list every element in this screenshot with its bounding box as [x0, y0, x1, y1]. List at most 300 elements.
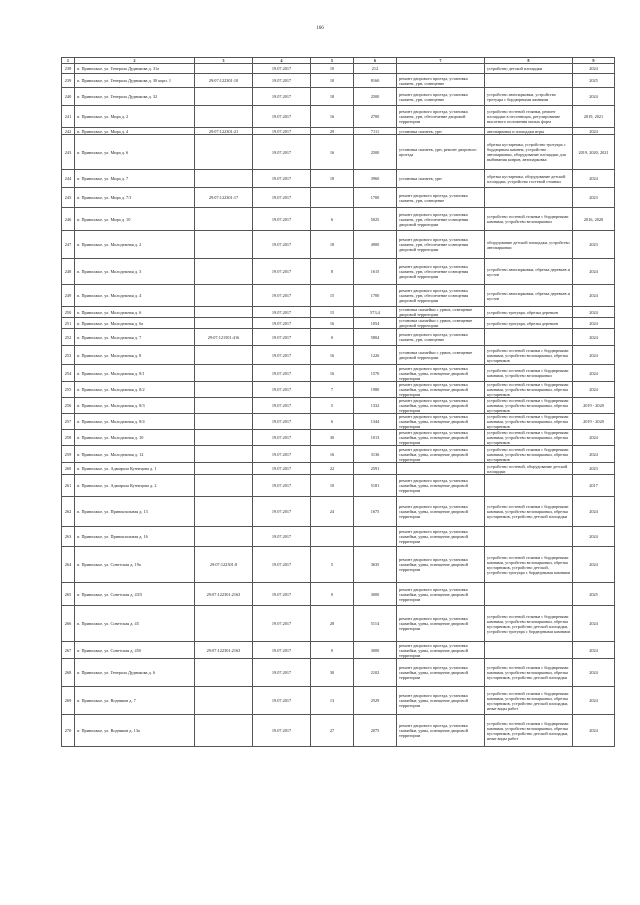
table-cell-c6: 4900 [354, 231, 397, 259]
table-cell-date: 19.07.2017 [253, 382, 311, 398]
table-row [62, 329, 615, 346]
table-cell-c9: 2024 [573, 346, 615, 365]
table-cell-addr: п. Приволжье, ул. Мира д. 7/1 [75, 188, 195, 208]
table-cell-c8: устройство гостевой, оборудование детской площадки [485, 463, 573, 475]
table-cell-cad [195, 170, 253, 188]
table-cell-date: 19.07.2017 [253, 64, 311, 74]
table-cell-c8: устройство гостевой стоянки с бордюрными камнями, устройство велопарковки, обрезка кустарников [485, 414, 573, 430]
table-cell-c7: ремонт дворового проезда, установка скамейки, урны, освещение дворовой территории [397, 583, 485, 606]
table-cell-c6: 1675 [354, 497, 397, 527]
table-row [62, 318, 615, 329]
table-cell-date: 19.07.2017 [253, 547, 311, 583]
table-cell-addr: п. Приволжье, ул. Привокзальная д. 13 [75, 497, 195, 527]
table-cell-c7: установка скамеек, урн [397, 170, 485, 188]
table-cell-c8 [485, 188, 573, 208]
table-cell-n: 259 [62, 446, 75, 463]
table-cell-c6: 1226 [354, 346, 397, 365]
table-row [62, 208, 615, 231]
table-cell-cad [195, 715, 253, 747]
table-cell-addr: п. Приволжье, ул. Молодежная д. 6 [75, 307, 195, 318]
table-cell-date: 19.07.2017 [253, 642, 311, 659]
table-row [62, 382, 615, 398]
table-cell-date: 19.07.2017 [253, 106, 311, 128]
table-cell-c8: устройство гостевой стоянки, ремонт площадки в песочницах, регулирование высотного положения малых форм [485, 106, 573, 128]
table-cell-c9: 2024 [573, 527, 615, 547]
table-cell-date: 19.07.2017 [253, 497, 311, 527]
table-cell-c8: устройство автопарковки, обрезка деревьев и кустов [485, 285, 573, 307]
table-row [62, 365, 615, 382]
table-cell-c8: обрезка кустарника, устройство тротуара с бордюрным камнем, устройство автопарковки, оборудование площадки для выбивания ковров, автопарковка [485, 135, 573, 170]
table-cell-c7: ремонт дворового проезда, установка скамейки, урны, освещение дворовой территории [397, 547, 485, 583]
table-cell-c6: 2529 [354, 687, 397, 715]
table-cell-c8: устройство гостевой стоянки с бордюрными камнями, устройство велопарковки, обрезка кустарников, устройство детской площадки, иные виды работ [485, 715, 573, 747]
table-cell-cad [195, 687, 253, 715]
table-cell-c9: 2019, 2020, 2021 [573, 135, 615, 170]
table-cell-c7: ремонт дворового проезда, установка скамейки, урны, освещение дворовой территории [397, 606, 485, 642]
table-cell-c8: устройство автопарковки, устройство тротуара с бордюрными камнями [485, 88, 573, 106]
table-cell-addr: п. Приволжье, ул. Адмирала Кузнецова д. 1 [75, 463, 195, 475]
table-cell-c7: ремонт дворового проезда, установка скамейки, урны, освещение дворовой территории [397, 430, 485, 446]
table-cell-c8: устройство гостевой стоянки с бордюрными камнями, устройство велопарковки, обрезка кустарников [485, 398, 573, 414]
table-cell-c7: ремонт дворового проезда, установка скамейки, урны, освещение дворовой территории [397, 659, 485, 687]
table-cell-c6: 3635 [354, 547, 397, 583]
table-cell-c5: 10 [311, 475, 354, 497]
table-cell-c8: устройство гостевой стоянки с бордюрными камнями, устройство велопарковки, обрезка кустарников [485, 382, 573, 398]
table-cell-c8: устройство гостевой стоянки с бордюрными камнями, устройство велопарковки, обрезка кустарников [485, 446, 573, 463]
table-cell-n: 239 [62, 74, 75, 88]
table-cell-c6: 2500 [354, 88, 397, 106]
table-cell-n: 238 [62, 64, 75, 74]
table-cell-c6: 2075 [354, 715, 397, 747]
table-cell-addr: п. Приволжье, ул. Советская д. 19а [75, 547, 195, 583]
table-cell-c9: 2024 [573, 259, 615, 285]
table-cell-c8: устройство гостевой стоянки с бордюрными камнями, устройство велопарковки, обрезка кустарников [485, 346, 573, 365]
column-header: 4 [253, 58, 311, 64]
table-cell-c5: 15 [311, 285, 354, 307]
table-cell-cad [195, 208, 253, 231]
table-cell-c7: ремонт дворового проезда, установка скамейки, урны, освещение дворовой территории [397, 398, 485, 414]
table-row [62, 231, 615, 259]
table-cell-n: 261 [62, 475, 75, 497]
table-cell-addr: п. Приволжье, ул. Генерала Дудникова д. 6 [75, 659, 195, 687]
table-cell-c7: ремонт дворового проезда, установка скамеек, урн, обеспечение освещения дворовой территории [397, 259, 485, 285]
table-cell-c7: ремонт дворового проезда, установка скамейки, урны, освещение дворовой территории [397, 382, 485, 398]
table-cell-c5 [311, 188, 354, 208]
table-cell-addr: п. Приволжье, ул. Молодежная д. 3 [75, 259, 195, 285]
table-cell-n: 262 [62, 497, 75, 527]
table-cell-c6: 1054 [354, 318, 397, 329]
table-cell-c7 [397, 64, 485, 74]
table-cell-n: 240 [62, 88, 75, 106]
table-cell-cad [195, 64, 253, 74]
table-cell-c7: установка скамейки с урнов, освещение дворовой территории [397, 318, 485, 329]
table-cell-c6: 5181 [354, 475, 397, 497]
table-cell-n: 242 [62, 128, 75, 135]
table-row [62, 398, 615, 414]
table-cell-c7: ремонт дворового проезда, установка скамеек, урн, освещение [397, 74, 485, 88]
table-cell-c5: 22 [311, 463, 354, 475]
table-cell-c9: 2024 [573, 88, 615, 106]
table-cell-c5: 8 [311, 259, 354, 285]
table-cell-c8: оборудование детской площадки, устройство автопарковки [485, 231, 573, 259]
column-header: 7 [397, 58, 485, 64]
table-cell-date: 19.07.2017 [253, 88, 311, 106]
table-cell-c5: 13 [311, 687, 354, 715]
table-cell-c7: ремонт дворового проезда, установка скамейки, урны, освещение дворовой территории [397, 642, 485, 659]
column-header: 2 [75, 58, 195, 64]
table-cell-c8: автопарковка и площадки игры [485, 128, 573, 135]
table-cell-cad: 29:07:122301:21 [195, 128, 253, 135]
table-cell-c6: 1344 [354, 414, 397, 430]
table-cell-cad [195, 307, 253, 318]
table-cell-c9: 2019 - 2020 [573, 414, 615, 430]
table-row [62, 307, 615, 318]
table-cell-cad: 29:07:122301:2163 [195, 583, 253, 606]
table-cell-cad [195, 231, 253, 259]
table-cell-c5: 10 [311, 74, 354, 88]
table-cell-c5: 16 [311, 135, 354, 170]
table-cell-addr: п. Приволжье, ул. Молодежная д. 8/2 [75, 382, 195, 398]
table-cell-addr: п. Приволжье, ул. Генерала Дудникова д. 32 [75, 88, 195, 106]
table-cell-c9: 2019 - 2020 [573, 398, 615, 414]
table-cell-c9: 2024 [573, 547, 615, 583]
table-cell-date: 19.07.2017 [253, 329, 311, 346]
table-cell-c5: 29 [311, 128, 354, 135]
table-body [62, 64, 615, 747]
table-cell-c6: 5114 [354, 606, 397, 642]
table-cell-c6: 2102 [354, 659, 397, 687]
table-cell-c7: ремонт дворового проезда, установка скамейки, урны, освещение дворовой территории [397, 527, 485, 547]
table-cell-n: 241 [62, 106, 75, 128]
table-cell-date: 19.07.2017 [253, 606, 311, 642]
table-cell-cad [195, 106, 253, 128]
table-row [62, 687, 615, 715]
table-cell-n: 253 [62, 346, 75, 365]
table-cell-c6: 1980 [354, 382, 397, 398]
table-cell-cad [195, 497, 253, 527]
table-cell-c6: 573,4 [354, 307, 397, 318]
table-cell-c6: 3136 [354, 446, 397, 463]
table-cell-c9: 2024 [573, 128, 615, 135]
table-cell-c8: устройство детской площадки [485, 64, 573, 74]
table-cell-n: 258 [62, 430, 75, 446]
table-cell-n: 250 [62, 307, 75, 318]
table-cell-c6: 1332 [354, 398, 397, 414]
table-cell-c8: устройство гостевой стоянки с бордюрными камнями, устройство велопарковки, обрезка кустарников, устройство детской площадки [485, 497, 573, 527]
table-cell-date: 19.07.2017 [253, 170, 311, 188]
table-cell-c5: 0 [311, 642, 354, 659]
table-cell-c8: устройство гостевой стоянки с бордюрными камнями, устройство велопарковки [485, 365, 573, 382]
table-row [62, 583, 615, 606]
table-cell-c8: обрезка кустарника, оборудование детской площадки, устройство гостевой стоянки [485, 170, 573, 188]
table-row [62, 430, 615, 446]
table-row [62, 715, 615, 747]
table-cell-date: 19.07.2017 [253, 74, 311, 88]
table-row [62, 128, 615, 135]
table-cell-date: 19.07.2017 [253, 346, 311, 365]
table-cell-c5: 18 [311, 170, 354, 188]
table-cell-c5: 15 [311, 307, 354, 318]
table-cell-c8: устройство гостевой стоянки с бордюрными камнями, устройство велопарковки, обрезка кустарников, устройство детской площадки, устройство тротуара с бордюрными камнями [485, 606, 573, 642]
table-cell-n: 245 [62, 188, 75, 208]
table-row [62, 259, 615, 285]
table-cell-c9: 2024 [573, 497, 615, 527]
table-cell-date: 19.07.2017 [253, 527, 311, 547]
table-cell-c8 [485, 475, 573, 497]
table-cell-c5: 30 [311, 430, 354, 446]
table-cell-addr: п. Приволжье, ул. Водников д. 13а [75, 715, 195, 747]
table-cell-addr: п. Приволжье, ул. Молодежная д. 8/1 [75, 365, 195, 382]
table-cell-cad: 29:07:122301:8 [195, 547, 253, 583]
table-cell-cad [195, 382, 253, 398]
table-cell-addr: п. Приволжье, ул. Советская д. 45 [75, 606, 195, 642]
table-cell-c9: 2024 [573, 659, 615, 687]
table-cell-c7: ремонт дворового проезда, установка скамеек, урн, обеспечение освещения дворовой территории [397, 285, 485, 307]
table-cell-c6: 3000 [354, 583, 397, 606]
table-cell-c9: 2025 [573, 583, 615, 606]
table-cell-c8: устройство гостевой стоянки с бордюрными камнями, устройство велопарковки, обрезка кустарников, устройство детской, устройство тротуара с бордюрными камнями [485, 547, 573, 583]
table-cell-c9: 2024 [573, 285, 615, 307]
table-cell-c8: устройство гостевой стоянки с бордюрными камнями, устройство велопарковки [485, 208, 573, 231]
table-cell-cad [195, 346, 253, 365]
table-cell-n: 248 [62, 259, 75, 285]
column-header: 3 [195, 58, 253, 64]
table-cell-c9: 2024 [573, 687, 615, 715]
table-cell-cad [195, 365, 253, 382]
table-cell-c9: 2024 [573, 329, 615, 346]
table-cell-cad [195, 135, 253, 170]
table-cell-date: 19.07.2017 [253, 307, 311, 318]
table-cell-c6: 7111 [354, 128, 397, 135]
table-cell-cad: 29:07:122301:2163 [195, 642, 253, 659]
table-cell-c7: ремонт дворового проезда, установка скамеек, урн, обеспечение дворовой территории [397, 106, 485, 128]
table-cell-n: 269 [62, 687, 75, 715]
table-row [62, 414, 615, 430]
table-cell-cad [195, 318, 253, 329]
table-cell-cad [195, 463, 253, 475]
table-cell-c8: устройство гостевой стоянки с бордюрными камнями, устройство велопарковки, обрезка кустарников, устройство детской площадки, иные виды работ [485, 687, 573, 715]
table-row [62, 74, 615, 88]
table-cell-n: 256 [62, 398, 75, 414]
table-cell-c7: установка скамейки с урнов, освещение дворовой территории [397, 346, 485, 365]
table-row [62, 497, 615, 527]
table-cell-c5: 16 [311, 446, 354, 463]
table-cell-c5: 18 [311, 88, 354, 106]
table-cell-c9: 2023 [573, 231, 615, 259]
table-cell-c6 [354, 527, 397, 547]
table-cell-c7: ремонт дворового проезда, установка скамейки, урны, освещение дворовой территории [397, 687, 485, 715]
table-cell-c8: устройство тротуара, обрезка деревьев [485, 318, 573, 329]
table-cell-date: 19.07.2017 [253, 398, 311, 414]
column-header: 6 [354, 58, 397, 64]
table-cell-c5: 27 [311, 715, 354, 747]
table-cell-c5: 24 [311, 497, 354, 527]
table-cell-n: 251 [62, 318, 75, 329]
table-cell-addr: п. Приволжье, ул. Советская д. 45б [75, 642, 195, 659]
table-cell-c5: 30 [311, 659, 354, 687]
table-cell-n: 265 [62, 583, 75, 606]
table-cell-c6: 2500 [354, 135, 397, 170]
table-cell-c5: 16 [311, 106, 354, 128]
table-cell-c5: 7 [311, 382, 354, 398]
table-cell-c5: 18 [311, 231, 354, 259]
table-cell-c6: 1615 [354, 259, 397, 285]
table-cell-c6: 2591 [354, 463, 397, 475]
table-cell-c6: 5025 [354, 208, 397, 231]
table-cell-c8 [485, 527, 573, 547]
table-cell-n: 244 [62, 170, 75, 188]
table-cell-c5: 6 [311, 414, 354, 430]
table-cell-c6: 2700 [354, 106, 397, 128]
table-cell-addr: п. Приволжье, ул. Мира д. 2 [75, 106, 195, 128]
table-cell-cad: 29:07:122301:17 [195, 188, 253, 208]
table-row [62, 285, 615, 307]
table-cell-date: 19.07.2017 [253, 318, 311, 329]
table-row [62, 463, 615, 475]
table-cell-addr: п. Приволжье, ул. Молодежная д. 8 [75, 346, 195, 365]
table-cell-c7: ремонт дворового проезда, установка скамеек, урн, освещение [397, 88, 485, 106]
table-cell-c9: 2024 [573, 365, 615, 382]
table-cell-c7: ремонт дворового проезда, установка скамейки, урны, освещение дворовой территории [397, 446, 485, 463]
table-cell-c9: 2024 [573, 715, 615, 747]
table-cell-cad [195, 659, 253, 687]
table-cell-addr: п. Приволжье, ул. Молодежная д. 10 [75, 430, 195, 446]
table-cell-addr: п. Приволжье, ул. Мира д. 4 [75, 128, 195, 135]
table-cell-c7: ремонт дворового проезда, установка скамейки, урны, освещение дворовой территории [397, 414, 485, 430]
column-header: 8 [485, 58, 573, 64]
table-cell-date: 19.07.2017 [253, 414, 311, 430]
table-cell-n: 247 [62, 231, 75, 259]
table-cell-cad: 29:07:121501:416 [195, 329, 253, 346]
table-cell-c9: 2019, 2021 [573, 106, 615, 128]
table-row [62, 659, 615, 687]
table-cell-c9: 2024 [573, 606, 615, 642]
table-cell-addr: п. Приволжье, ул. Молодежная д. 6а [75, 318, 195, 329]
table-cell-date: 19.07.2017 [253, 687, 311, 715]
table-cell-n: 260 [62, 463, 75, 475]
table-cell-c9: 2017 [573, 475, 615, 497]
table-cell-c6: 1700 [354, 285, 397, 307]
table-cell-c8: устройство гостевой стоянки с бордюрными камнями, устройство велопарковки, обрезка кустарников [485, 430, 573, 446]
table-cell-c9: 2023 [573, 188, 615, 208]
table-cell-c9: 2024 [573, 307, 615, 318]
table-cell-c8: устройство гостевой стоянки с бордюрными камнями, устройство велопарковки, обрезка кустарников, устройство детской площадки [485, 659, 573, 687]
table-cell-n: 266 [62, 606, 75, 642]
table-cell-n: 268 [62, 659, 75, 687]
table-cell-c7: ремонт дворового проезда, установка скамейки, урны, освещение дворовой территории [397, 715, 485, 747]
table-cell-c6: 5804 [354, 329, 397, 346]
table-cell-c7: ремонт дворового проезда, установка скамейки, урны, освещение дворовой территории [397, 365, 485, 382]
table-cell-addr: п. Приволжье, ул. Генерала Дудникова д. 30 корп. 1 [75, 74, 195, 88]
table-cell-cad [195, 446, 253, 463]
table-cell-date: 19.07.2017 [253, 715, 311, 747]
table-cell-cad [195, 285, 253, 307]
table-cell-c7: ремонт дворового проезда, установка скамеек, урн, освещение [397, 188, 485, 208]
table-row [62, 64, 615, 74]
table-cell-date: 19.07.2017 [253, 659, 311, 687]
table-cell-c7 [397, 463, 485, 475]
table-cell-c6: 8160 [354, 74, 397, 88]
table-cell-date: 19.07.2017 [253, 285, 311, 307]
table-cell-date: 19.07.2017 [253, 231, 311, 259]
table-cell-addr: п. Приволжье, ул. Молодежная д. 2 [75, 231, 195, 259]
table-cell-addr: п. Приволжье, ул. Генерала Дудникова д. 31а [75, 64, 195, 74]
table-cell-cad [195, 606, 253, 642]
table-row [62, 606, 615, 642]
table-cell-c7: ремонт дворового проезда, установка скамеек, урн, обеспечение освещения дворовой территории [397, 208, 485, 231]
table-cell-c9: 2016, 2020 [573, 208, 615, 231]
table-cell-addr: п. Приволжье, ул. Молодежная д. 12 [75, 446, 195, 463]
table-cell-c8 [485, 329, 573, 346]
table-cell-date: 19.07.2017 [253, 259, 311, 285]
table-cell-c9: 2024 [573, 446, 615, 463]
table-row [62, 135, 615, 170]
table-cell-c9: 2024 [573, 170, 615, 188]
table-cell-addr: п. Приволжье, ул. Привокзальная д. 16 [75, 527, 195, 547]
table-cell-addr: п. Приволжье, ул. Советская д. 43/5 [75, 583, 195, 606]
table-cell-addr: п. Приволжье, ул. Мира д. 6 [75, 135, 195, 170]
table-cell-c5: 5 [311, 547, 354, 583]
table-row [62, 446, 615, 463]
table-cell-cad [195, 414, 253, 430]
page-number: 166 [316, 26, 324, 31]
table-cell-n: 270 [62, 715, 75, 747]
table-cell-addr: п. Приволжье, ул. Молодежная д. 8/4 [75, 414, 195, 430]
table-cell-c7: ремонт дворового проезда, установка скамейки, урны, освещение дворовой территории [397, 475, 485, 497]
table-cell-date: 19.07.2017 [253, 430, 311, 446]
table-cell-date: 19.07.2017 [253, 463, 311, 475]
table-row [62, 346, 615, 365]
table-cell-c5: 28 [311, 606, 354, 642]
table-cell-c7: установка скамейки с урнов, освещение дворовой территории [397, 307, 485, 318]
table-cell-n: 243 [62, 135, 75, 170]
table-cell-cad [195, 475, 253, 497]
table-cell-c8 [485, 642, 573, 659]
table-cell-n: 264 [62, 547, 75, 583]
table-cell-date: 19.07.2017 [253, 135, 311, 170]
table-cell-c6: 3960 [354, 170, 397, 188]
table-cell-c5: 10 [311, 64, 354, 74]
table-cell-c7: ремонт дворового проезда, установка скамеек, урн, обеспечение освещения дворовой территории [397, 231, 485, 259]
table-cell-date: 19.07.2017 [253, 128, 311, 135]
table-cell-n: 249 [62, 285, 75, 307]
table-cell-c8 [485, 583, 573, 606]
table-cell-date: 19.07.2017 [253, 446, 311, 463]
table-cell-date: 19.07.2017 [253, 583, 311, 606]
table-cell-c5: 5 [311, 398, 354, 414]
table-cell-c9: 2025 [573, 74, 615, 88]
table-cell-c8 [485, 74, 573, 88]
table-cell-n: 255 [62, 382, 75, 398]
table-cell-n: 254 [62, 365, 75, 382]
table-row [62, 170, 615, 188]
table-cell-c6: 1013 [354, 430, 397, 446]
table-cell-c9: 2023 [573, 463, 615, 475]
table-cell-c7: ремонт дворового проезда, установка скамейки, урны, освещение дворовой территории [397, 497, 485, 527]
table-cell-addr: п. Приволжье, ул. Водников д. 7 [75, 687, 195, 715]
table-cell-addr: п. Приволжье, ул. Молодежная д. 4 [75, 285, 195, 307]
table-row [62, 188, 615, 208]
table-cell-c5: 16 [311, 318, 354, 329]
table-cell-n: 252 [62, 329, 75, 346]
table-cell-c6: 3000 [354, 642, 397, 659]
table-cell-c5: 6 [311, 208, 354, 231]
table-cell-c6: 1700 [354, 188, 397, 208]
table-cell-c5 [311, 527, 354, 547]
table-cell-c5: 16 [311, 365, 354, 382]
table-cell-c9: 2024 [573, 382, 615, 398]
table-cell-c9: 2024 [573, 318, 615, 329]
